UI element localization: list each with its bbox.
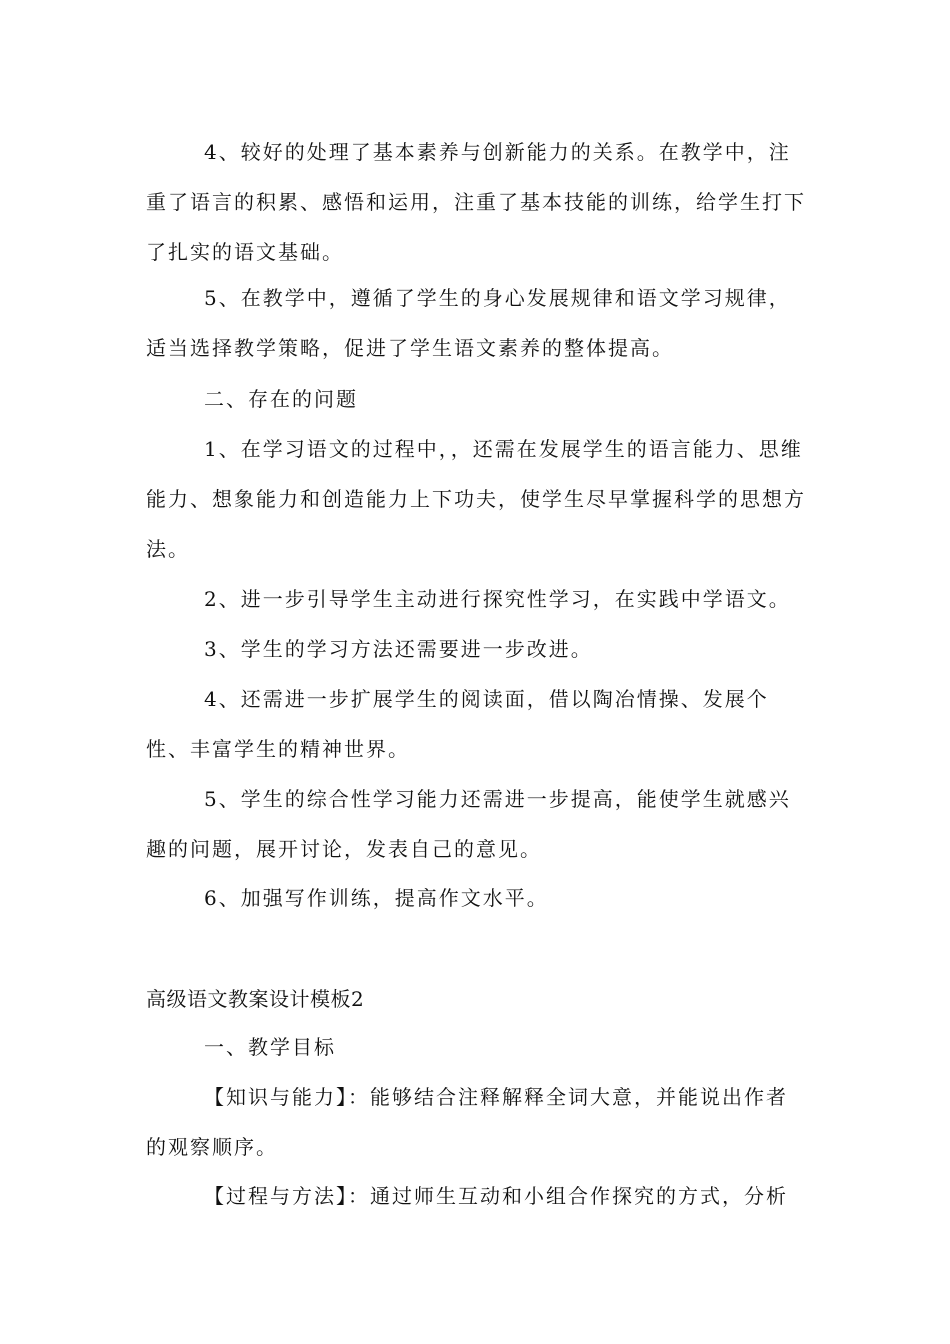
heading-problems: 二、存在的问题 (204, 387, 358, 411)
paragraph-process-method: 【过程与方法】：通过师生互动和小组合作探究的方式，分析 (204, 1184, 788, 1208)
paragraph-problem-6: 6、加强写作训练，提高作文水平。 (204, 886, 549, 910)
paragraph-point-4: 4、较好的处理了基本素养与创新能力的关系。在教学中，注重了语言的积累、感悟和运用，注重了基本技能的训练，给学生打下了扎实的语文基础。 (146, 140, 806, 264)
paragraph-problem-2: 2、进一步引导学生主动进行探究性学习，在实践中学语文。 (204, 587, 791, 611)
heading-teaching-goals: 一、教学目标 (204, 1035, 336, 1059)
paragraph-knowledge-ability: 【知识与能力】：能够结合注释解释全词大意，并能说出作者的观察顺序。 (146, 1085, 788, 1159)
paragraph-problem-3: 3、学生的学习方法还需要进一步改进。 (204, 637, 593, 661)
paragraph-point-5: 5、在教学中，遵循了学生的身心发展规律和语文学习规律，适当选择教学策略，促进了学生语文素养的整体提高。 (146, 286, 791, 360)
paragraph-problem-5: 5、学生的综合性学习能力还需进一步提高，能使学生就感兴趣的问题，展开讨论，发表自己的意见。 (146, 787, 791, 861)
paragraph-problem-4: 4、还需进一步扩展学生的阅读面，借以陶冶情操、发展个性、丰富学生的精神世界。 (146, 687, 769, 761)
paragraph-problem-1: 1、在学习语文的过程中，，还需在发展学生的语言能力、思维能力、想象能力和创造能力上下功夫，使学生尽早掌握科学的思想方法。 (146, 437, 806, 561)
section-title: 高级语文教案设计模板2 (146, 987, 365, 1011)
